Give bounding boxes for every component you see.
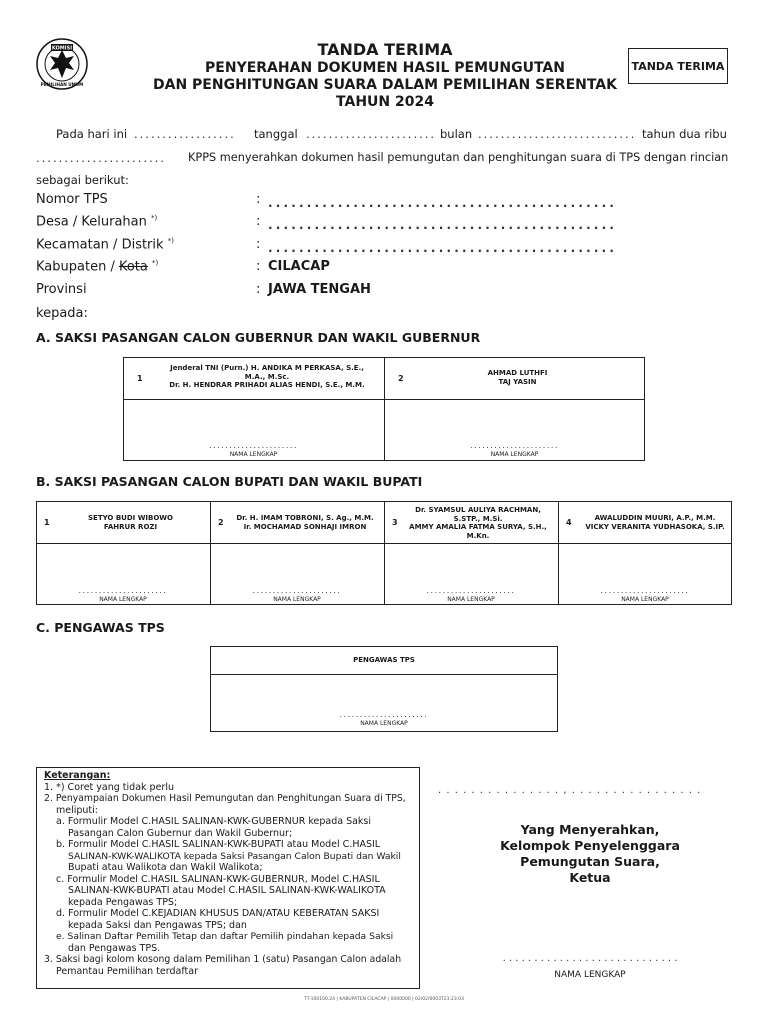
signer-line: Pemungutan Suara, [520,854,660,869]
candidate-name: FAHRUR ROZI [103,522,158,531]
candidate-pair-3 [402,506,554,540]
candidate-pair-1 [58,514,203,531]
label-kepada: kepada: [36,306,88,321]
intro-kpps-text: KPPS menyerahkan dokumen hasil pemungutan dan penghitungan suara di TPS dengan rincian [188,151,729,164]
svg-text:KOMISI: KOMISI [51,45,73,52]
signer-line: Yang Menyerahkan, [520,822,660,837]
ketua-signature-line[interactable]: . . . . . . . . . . . . . . . . . . . . . . . . . . . . [502,953,678,964]
receipt-badge: TANDA TERIMA [628,48,728,84]
intro-sebagai: sebagai berikut: [36,173,129,187]
intro-bulan: bulan [440,127,473,141]
footnote-mark: *) [167,237,174,245]
note-item: kepada Pengawas TPS; [68,896,178,908]
colon: : [256,214,261,229]
note-item: a. Formulir Model C.HASIL SALINAN-KWK-GUBERNUR kepada Saksi [56,816,372,827]
label-kota-struck: Kota [118,259,148,275]
signer-line: Ketua [569,870,611,885]
candidate-pair-2 [230,514,380,531]
svg-text:PEMILIHAN UMUM: PEMILIHAN UMUM [40,82,84,87]
section-b-title: B. SAKSI PASANGAN CALON BUPATI DAN WAKIL BUPATI [36,474,423,489]
signer-line: Kelompok Penyelenggara [500,838,680,853]
signature-line[interactable]: ...................... [339,710,429,719]
note-item: c. Formulir Model C.HASIL SALINAN-KWK-GUBERNUR, Model C.HASIL [56,873,380,885]
note-item: SALINAN-KWK-WALIKOTA kepada Saksi Pasangan Calon Bupati dan Wakil [68,850,401,862]
candidate-name: SETYO BUDI WIBOWO [88,514,173,522]
candidate-number: 2 [218,518,224,527]
signature-line[interactable]: ...................... [252,586,342,595]
label-nomor-tps: Nomor TPS [36,192,108,207]
candidate-pair-1 [150,364,384,390]
note-item: Pasangan Calon Gubernur dan Wakil Gubernur; [68,827,293,839]
provinsi-value: JAWA TENGAH [268,282,371,297]
subtitle-line-2: DAN PENGHITUNGAN SUARA DALAM PEMILIHAN SERENTAK [152,77,617,93]
candidate-number: 3 [392,518,398,527]
candidate-number: 4 [566,518,572,527]
signature-line[interactable]: ...................... [78,586,168,595]
kpu-logo [36,38,88,90]
signature-line[interactable]: ...................... [470,441,559,450]
candidate-name: AHMAD LUTHFI [487,369,548,377]
note-item: dan Pengawas TPS. [68,942,161,954]
signer-title [458,822,722,886]
candidate-number: 1 [137,374,143,383]
section-a-title: A. SAKSI PASANGAN CALON GUBERNUR DAN WAKIL GUBERNUR [36,330,481,345]
note-item: meliputi: [56,804,98,816]
subtitle-line-3: TAHUN 2024 [336,94,434,110]
footer-code: TT-100100.24 | KABUPATEN CILACAP | 0000000 | 02/02/0003T23:23:03 [304,997,464,1002]
note-item: 1. *) Coret yang tidak perlu [44,781,174,793]
note-item: b. Formulir Model C.HASIL SALINAN-KWK-BUPATI atau Model C.HASIL [56,839,381,850]
place-date-blank[interactable]: . . . . . . . . . . . . . . . , . . . . . . . . . . . . . . . . [438,785,702,796]
note-item: e. Salinan Daftar Pemilih Tetap dan daftar Pemilih pindahan kepada Saksi [56,931,394,942]
candidate-name: Jenderal TNI (Purn.) H. ANDIKA M PERKASA, S.E., [170,364,364,372]
nama-lengkap-label: NAMA LENGKAP [99,596,147,603]
subtitle-line-1: PENYERAHAN DOKUMEN HASIL PEMUNGUTAN [205,60,565,76]
candidate-pair-2 [410,369,625,386]
note-item: 2. Penyampaian Dokumen Hasil Pemungutan dan Penghitungan Suara di TPS, [44,793,406,804]
label-provinsi: Provinsi [36,282,87,297]
kecamatan-blank[interactable]: ............................................. [268,241,618,255]
note-item: d. Formulir Model C.KEJADIAN KHUSUS DAN/ATAU KEBERATAN SAKSI [56,908,380,919]
label-kecamatan [36,237,174,252]
colon: : [256,282,261,297]
footnote-mark: *) [151,214,158,222]
candidate-pair-4 [580,514,730,531]
note-item: SALINAN-KWK-BUPATI atau Model C.HASIL SALINAN-KWK-WALIKOTA [68,885,386,896]
note-item: kepada Saksi dan Pengawas TPS; dan [68,919,247,931]
note-item: Bupati atau Walikota dan Wakil Walikota; [68,862,263,873]
nama-lengkap-label: NAMA LENGKAP [229,451,278,458]
candidate-name: Ir. MOCHAMAD SONHAJI IMRON [243,522,367,531]
pengawas-header: PENGAWAS TPS [353,656,415,664]
divider [210,674,558,675]
day-blank[interactable]: .................. [134,127,236,141]
date-blank[interactable]: ....................... [306,127,437,141]
signature-line[interactable]: ...................... [426,586,516,595]
candidate-name: VICKY VERANITA YUDHASOKA, S.IP. [585,522,725,531]
nomor-tps-blank[interactable]: ............................................. [268,196,618,210]
candidate-name: Dr. H. IMAM TOBRONI, S. Ag., M.M. [236,514,374,522]
nama-lengkap-label: NAMA LENGKAP [360,720,408,727]
label-kabupaten-text: Kabupaten / [36,259,115,275]
nama-lengkap-label: NAMA LENGKAP [273,596,321,603]
candidate-number: 2 [398,374,404,383]
notes-title: Keterangan: [44,770,111,781]
ketua-nama-lengkap: NAMA LENGKAP [554,970,626,980]
candidate-name: TAJ YASIN [498,377,537,386]
label-desa [36,214,157,229]
page-subtitle [140,60,630,111]
label-kecamatan-text: Kecamatan / Distrik [36,237,164,253]
signature-line[interactable]: ...................... [600,586,690,595]
notes-content [44,770,416,977]
candidate-name: AMMY AMALIA FATMA SURYA, S.H., [409,523,547,531]
candidate-name: M.Kn. [466,531,490,540]
candidate-name: S.STP., M.Si. [453,514,503,523]
label-kabupaten [36,259,158,274]
note-item: 3. Saksi bagi kolom kosong dalam Pemilihan 1 (satu) Pasangan Calon adalah [44,954,402,965]
year-blank[interactable]: ....................... [36,151,167,165]
month-blank[interactable]: ............................ [478,127,637,141]
colon: : [256,192,261,207]
candidate-name: Dr. SYAMSUL AULIYA RACHMAN, [415,506,541,514]
kabupaten-value: CILACAP [268,259,330,274]
intro-tahun: tahun dua ribu [642,127,727,141]
nama-lengkap-label: NAMA LENGKAP [490,451,539,458]
desa-blank[interactable]: ............................................. [268,218,618,232]
nama-lengkap-label: NAMA LENGKAP [447,596,495,603]
footnote-mark: *) [152,259,159,267]
page-title: TANDA TERIMA [317,40,453,59]
section-c-title: C. PENGAWAS TPS [36,620,165,635]
signature-line[interactable]: ...................... [209,441,298,450]
intro-pada-hari: Pada hari ini [56,127,128,141]
nama-lengkap-label: NAMA LENGKAP [621,596,669,603]
note-item: Pemantau Pemilihan terdaftar [56,965,198,977]
candidate-number: 1 [44,518,50,527]
candidate-name: AWALUDDIN MUURI, A.P., M.M. [594,514,716,522]
colon: : [256,237,261,252]
candidate-name: Dr. H. HENDRAR PRIHADI ALIAS HENDI, S.E., M.M. [169,381,365,389]
label-desa-text: Desa / Kelurahan [36,214,147,230]
intro-tanggal: tanggal [254,127,298,141]
candidate-name: M.A., M.Sc. [244,372,290,381]
colon: : [256,259,261,274]
